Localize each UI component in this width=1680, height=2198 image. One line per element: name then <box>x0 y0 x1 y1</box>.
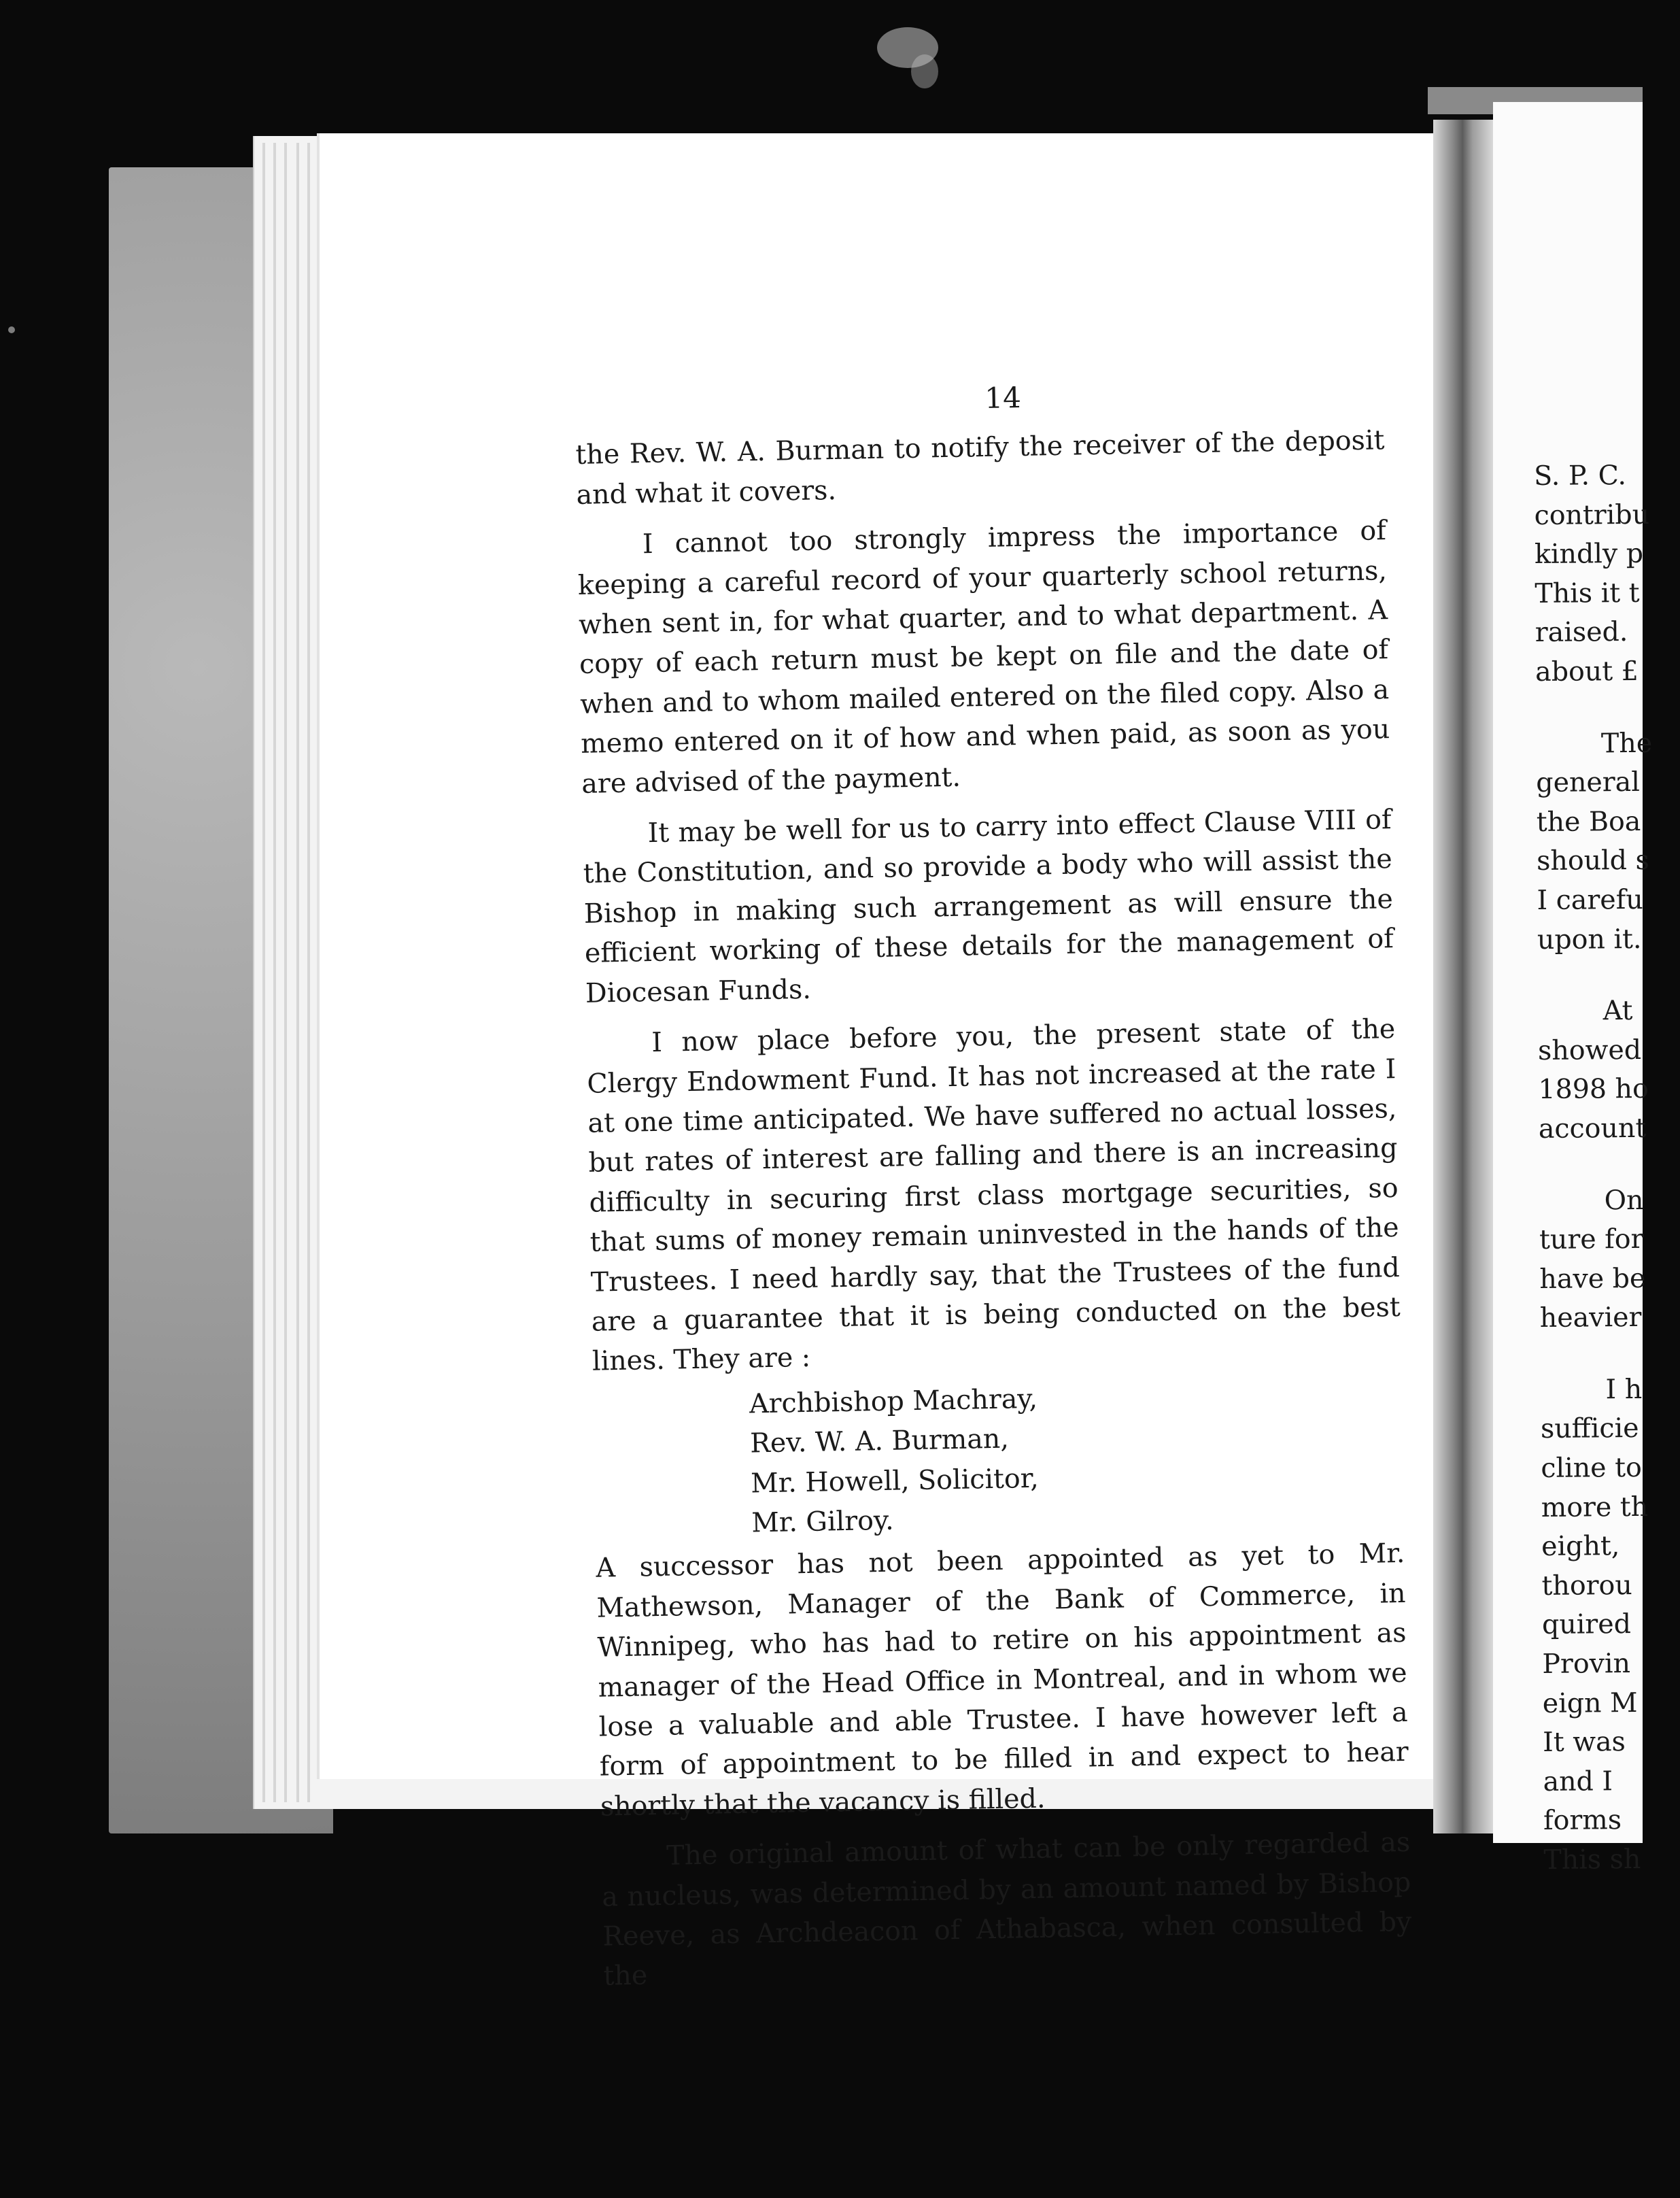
right-page-line: On <box>1604 1184 1644 1216</box>
right-page-line: This it t <box>1535 577 1640 609</box>
right-page-line: more th <box>1541 1491 1649 1523</box>
page-edge <box>273 143 276 1802</box>
right-page-line: the Boa <box>1536 805 1641 838</box>
right-page-line: thorou <box>1541 1569 1632 1602</box>
page-edge <box>296 143 299 1802</box>
paragraph-gap <box>1539 1148 1675 1181</box>
paragraph: the Rev. W. A. Burman to notify the receiver of the deposit and what it covers. <box>575 424 1385 511</box>
list-item: Mr. Howell, Solicitor, <box>750 1462 1040 1500</box>
right-page-clip <box>1493 102 1653 1876</box>
right-page-line: I h <box>1605 1373 1643 1406</box>
right-page-line: quired <box>1541 1608 1632 1641</box>
right-page-line: and I <box>1543 1765 1613 1797</box>
right-page-line: I carefu <box>1537 883 1643 916</box>
paragraph: The original amount of what can be only regarded as a nucleus, was determined by an amount named by Bishop Reeve, as Archdeacon of Athabasca, when consulted by the <box>601 1827 1412 1993</box>
paragraph: I now place before you, the present state of the Clergy Endowment Fund. It has not increased at the rate I at one time anticipated. We have suffered no actual losses, but rates of interest are falling and there is an increasing difficulty in securing first class mortgage securities, so that sums of money remain uninvested in the hands of the Trustees. I need hardly say, that the Trustees of the fund are a guarantee that it is being conducted on the best lines. They are : <box>587 1013 1401 1378</box>
right-page-line: contribu <box>1534 498 1650 531</box>
paragraph: I cannot too strongly impress the importance of keeping a careful record of your quarterly school returns, when sent in, for what quarter, and to what department. A copy of each return must be kept on file and the date of when and to whom mailed entered on the filed copy. Also a memo entered on it of how and when paid, as soon as you are advised of the payment. <box>577 515 1390 800</box>
page-number: 14 <box>984 380 1022 415</box>
right-page-line: eign M <box>1542 1687 1638 1719</box>
page-edge <box>284 143 287 1802</box>
paragraph: A successor has not been appointed as yet to Mr. Mathewson, Manager of the Bank of Commerce, in Winnipeg, who has had to retire on his appointment as manager of the Head Office in Montreal, and in whom we lose a valuable and able Trustee. I have however left a form of appointment to be filled in and expect to hear shortly that the vacancy is filled. <box>596 1538 1409 1823</box>
list-item: Rev. W. A. Burman, <box>749 1423 1010 1459</box>
right-page-line: eight, <box>1541 1530 1620 1563</box>
right-page-line: S. P. C. <box>1534 460 1627 492</box>
right-page-line: This sh <box>1543 1843 1641 1876</box>
left-page-text <box>575 380 1413 2007</box>
list-item: Archbishop Machray, <box>749 1383 1038 1420</box>
right-page-line: ture for <box>1539 1223 1644 1256</box>
paragraph-gap <box>1540 1337 1676 1370</box>
right-page-line: At <box>1602 995 1633 1027</box>
dust-speck <box>8 326 15 333</box>
right-page-text <box>1534 456 1680 1880</box>
right-page-line: should s <box>1536 845 1649 877</box>
right-page-line: The <box>1600 727 1653 759</box>
right-page-line: account <box>1538 1112 1647 1145</box>
list-item: Mr. Gilroy. <box>751 1504 894 1539</box>
trustees-list <box>593 1372 1405 1546</box>
book-gutter <box>1433 120 1498 1833</box>
paragraph-gap <box>1535 691 1671 724</box>
page-edge <box>307 143 310 1802</box>
page-edge <box>262 143 265 1802</box>
paragraph-gap <box>1537 959 1673 992</box>
right-page-line: Provin <box>1542 1648 1631 1680</box>
right-page-line: have be <box>1539 1262 1646 1295</box>
right-page-line: It was <box>1543 1726 1626 1759</box>
right-page-line: sufficie <box>1540 1413 1639 1445</box>
right-page-line: general <box>1536 766 1641 799</box>
right-page-line: 1898 ho <box>1538 1073 1649 1106</box>
right-page-line: forms <box>1543 1804 1622 1837</box>
right-page-line: cline to <box>1541 1451 1642 1485</box>
right-page-line: kindly p <box>1534 538 1644 571</box>
right-page-line: heavier <box>1539 1302 1642 1334</box>
right-page-line: about £ <box>1535 655 1639 688</box>
right-page-line: upon it. <box>1537 923 1642 956</box>
dust-speck <box>911 54 938 88</box>
right-page-line: showed <box>1537 1034 1642 1066</box>
paragraph: It may be well for us to carry into effect Clause VIII of the Constitution, and so provide a body who will assist the Bishop in making such arrangement as will ensure the efficient working of these details for the management of Diocesan Funds. <box>583 804 1394 1009</box>
right-page-line: raised. <box>1535 616 1628 649</box>
